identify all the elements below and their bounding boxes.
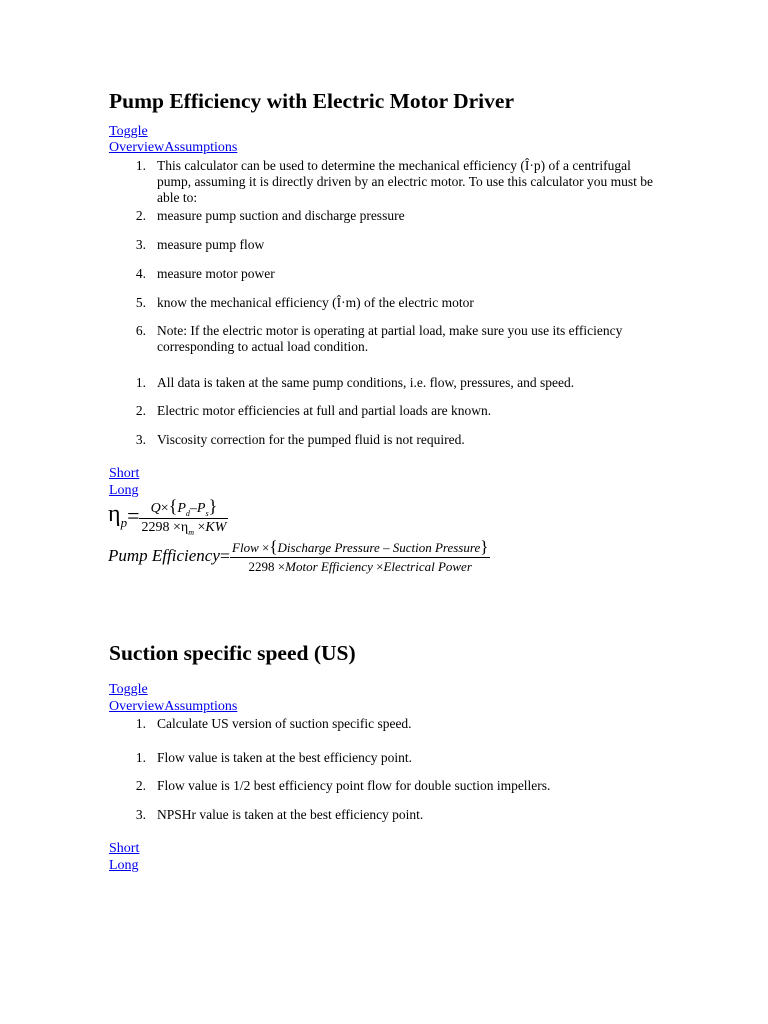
overview-assumptions-tabs-link[interactable]: OverviewAssumptions xyxy=(109,699,238,714)
toggle-link[interactable]: Toggle xyxy=(109,682,148,697)
short-formula-link[interactable]: Short xyxy=(109,841,140,856)
long-formula: Pump Efficiency= $\frac{\text{Flow ×\{Discharge Pressure – Suction Pressure\}}}{\text{2298 ×Motor Efficiency ×Electrical Power}}$ xyxy=(108,537,489,574)
section-title-pump-efficiency: Pump Efficiency with Electric Motor Driver xyxy=(109,89,514,113)
toggle-link[interactable]: Toggle xyxy=(109,124,148,139)
long-formula-link[interactable]: Long xyxy=(109,858,139,873)
short-formula-link[interactable]: Short xyxy=(109,466,140,481)
section-title-suction-specific-speed: Suction specific speed (US) xyxy=(109,641,356,665)
short-formula: $\eta_p=$ $\frac{Q\times\{P_d-P_s\}}{2298 \times\eta_m \times KW}$ xyxy=(108,496,227,537)
long-formula-link[interactable]: Long xyxy=(109,483,139,498)
overview-assumptions-tabs-link[interactable]: OverviewAssumptions xyxy=(109,140,238,155)
document-page: Pump Efficiency with Electric Motor Driver Toggle OverviewAssumptions 1. This calculator can be used to determine the mechanical efficiency (Î·p) of a centrifugal pump, assuming it is directly driven by an electric motor. To use this calculator you must be able to: 2. measure pump suction and discharge pressure 3. measure pump flow 4. measure motor power 5. know the mechanical efficiency (Î·m) of the electric motor 6. Note: If the electric motor is operating at partial load, make sure you use its efficiency corresponding to actual load condition. 1. All data is taken at the same pump conditions, i.e. flow, pressures, and speed. 2. Electric motor efficiencies at full and partial loads are known. 3. Viscosity correction for the pumped fluid is not required. Short Long $\eta_p=$ $\frac{Q\times\{P_d-P_s\}}{2298 \times\eta_m \times KW}$ Pump Efficiency= $\frac{\text{Flow ×\{Discharge Pressure – Suction Pressure\}}}{\text{2298 ×Motor Efficiency ×Electrical Power}}$ Suction specific speed (US) Toggle OverviewAssumptions 1. Calculate US version of suction specific speed. 1. Flow value is taken at the best efficiency point. 2. Flow value is 1/2 best efficiency point flow for double suction impellers. 3. NPSHr value is taken at the best efficiency point. Short Long xyxy=(108,89,653,873)
